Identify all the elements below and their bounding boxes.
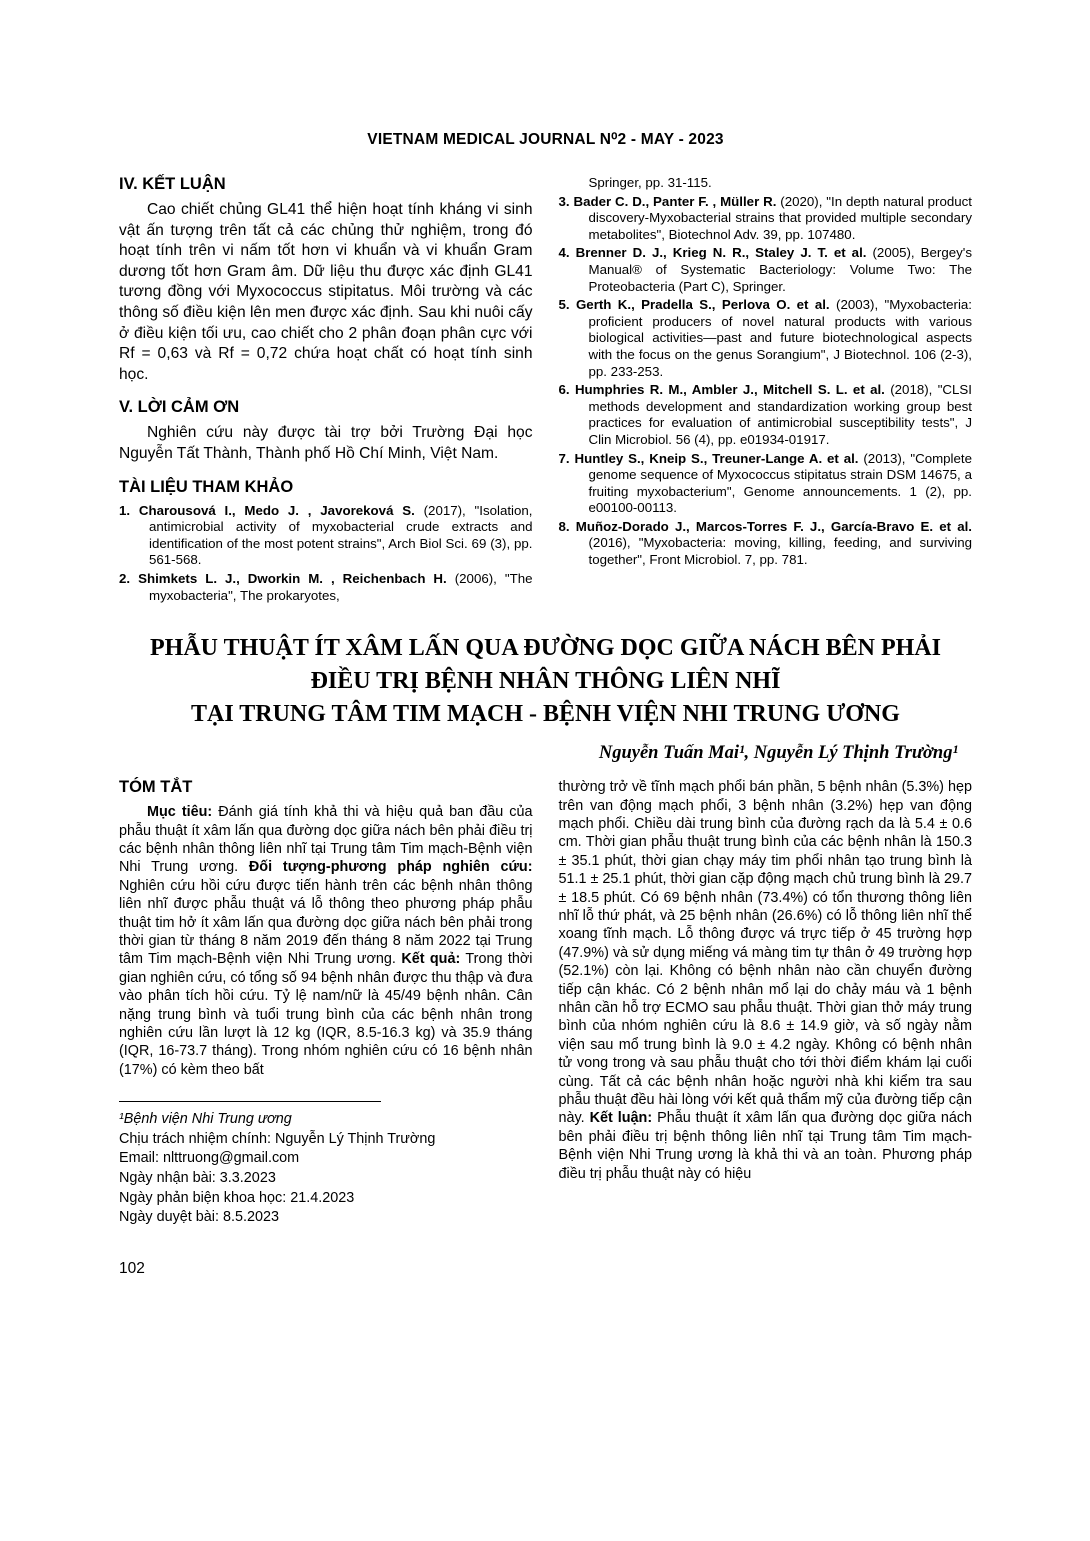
reference-authors: Shimkets L. J., Dworkin M. , Reichenbach H. <box>138 570 447 586</box>
reference-number: 7. <box>558 450 570 466</box>
reference-number: 6. <box>558 382 570 398</box>
methods-label: Đối tượng-phương pháp nghiên cứu: <box>248 859 533 876</box>
conclusion-text: Phẫu thuật ít xâm lấn qua đường dọc giữa nách bên phải điều trị bệnh thông liên nhĩ tại Trung tâm Tim mạch-Bệnh viện Nhi Trung ương là khả thi và an toàn. Phương pháp điều trị phẫu thuật này có hiệu <box>558 1110 973 1182</box>
reference-text: (2005), Bergey's Manual® of Systematic Bacteriology: Volume Two: The Proteobacteria (Part C), Springer. <box>588 245 972 294</box>
article2-title-line3: TẠI TRUNG TÂM TIM MẠCH - BỆNH VIỆN NHI TRUNG ƯƠNG <box>191 701 900 728</box>
reference-item-6 <box>559 382 973 448</box>
reference-authors: Bader C. D., Panter F. , Müller R. <box>573 193 777 209</box>
references-heading: TÀI LIỆU THAM KHẢO <box>119 477 294 496</box>
reference-text: (2016), "Myxobacteria: moving, killing, feeding, and surviving together", Front Microbiol. 7, pp. 781. <box>588 535 972 568</box>
abstract-left-column <box>119 778 533 1228</box>
reference-item-4 <box>559 245 973 295</box>
reference-number: 4. <box>558 245 570 261</box>
reference-authors: Muñoz-Dorado J., Marcos-Torres F. J., García-Bravo E. et al. <box>575 518 972 534</box>
footnote-block <box>119 1110 533 1228</box>
reference-authors: Gerth K., Pradella S., Perlova O. et al. <box>575 297 830 313</box>
reference-authors: Humphries R. M., Ambler J., Mitchell S. L. et al. <box>574 382 885 398</box>
article1-end-section <box>119 175 972 606</box>
page-number: 102 <box>119 1259 145 1277</box>
abstract-left-paragraph <box>119 803 533 1079</box>
acknowledgment-heading: V. LỜI CẢM ƠN <box>119 398 240 417</box>
objective-label: Mục tiêu: <box>147 804 213 821</box>
footnote-accepted-date: Ngày duyệt bài: 8.5.2023 <box>119 1209 280 1226</box>
abstract-right-paragraph <box>559 778 973 1183</box>
abstract-heading: TÓM TẮT <box>119 778 193 797</box>
article2-title-line2: ĐIỀU TRỊ BỆNH NHÂN THÔNG LIÊN NHĨ <box>310 668 781 695</box>
footnote-received-date: Ngày nhận bài: 3.3.2023 <box>119 1169 276 1186</box>
article2-title-line1: PHẪU THUẬT ÍT XÂM LẤN QUA ĐƯỜNG DỌC GIỮA NÁCH BÊN PHẢI <box>150 635 941 662</box>
conclusion-label: Kết luận: <box>589 1110 653 1127</box>
reference-item-5 <box>559 297 973 380</box>
abstract-right-column <box>559 778 973 1228</box>
reference-authors: Huntley S., Kneip S., Treuner-Lange A. et al. <box>574 450 859 466</box>
reference-authors: Charousová I., Medo J. , Javoreková S. <box>138 502 415 518</box>
methods-text: Nghiên cứu hồi cứu được tiến hành trên các bệnh nhân thông liên nhĩ được phẫu thuật vá lỗ thông theo phương pháp phẫu thuật tim hở ít xâm lấn qua đường dọc giữa nách bên phải trong thời gian từ tháng 8 năm 2019 đến tháng 8 năm 2022 tại Trung tâm Tim mạch-Bệnh viện Nhi Trung ương. <box>119 877 533 968</box>
reference-number: 5. <box>558 297 570 313</box>
footnote-email: Email: nlttruong@gmail.com <box>119 1150 300 1167</box>
reference-text: (2006), "The myxobacteria", The prokaryotes, <box>149 570 533 603</box>
footnote-divider <box>119 1101 381 1102</box>
reference-text: (2003), "Myxobacteria: proficient producers of novel natural products with various biological activities—past and future biotechnological aspects with the focus on the genus Sorangium", J Biotechnol. 106 (2-3), pp. 233-253. <box>588 297 972 379</box>
reference-2-continuation: Springer, pp. 31-115. <box>588 175 712 190</box>
reference-number: 3. <box>558 193 570 209</box>
conclusion-heading: IV. KẾT LUẬN <box>119 175 226 193</box>
reference-item-3 <box>559 194 973 244</box>
article2-authors: Nguyễn Tuấn Mai¹, Nguyễn Lý Thịnh Trường¹ <box>598 743 958 764</box>
article2-title-block <box>119 632 972 764</box>
acknowledgment-paragraph: Nghiên cứu này được tài trợ bởi Trường Đại học Nguyễn Tất Thành, Thành phố Hồ Chí Minh, Việt Nam. <box>119 424 533 462</box>
results-text: Trong thời gian nghiên cứu, có tổng số 94 bệnh nhân được thu thập và đưa vào phân tích hồi cứu. Tỷ lệ nam/nữ là 45/49 bệnh nhân. Cân nặng trung bình và tuổi trung bình của các bệnh nhân trong nghiên cứu lần lượt là 12 kg (IQR, 8.5-16.3 kg) và 35.9 tháng (IQR, 16-73.7 tháng). Trong nhóm nghiên cứu có 16 bệnh nhân (17%) có kèm theo bất <box>119 951 533 1078</box>
journal-header: VIETNAM MEDICAL JOURNAL N⁰2 - MAY - 2023 <box>367 131 724 148</box>
article1-left-column <box>119 175 533 606</box>
results-continued-text: thường trở về tĩnh mạch phổi bán phần, 5 bệnh nhân (5.3%) hẹp trên van động mạch phổi, 3 bệnh nhân (3.2%) hẹp van động mạch phổi. Chiều dài trung bình của đường rạch da là 5.4 ± 0.6 cm. Thời gian phẫu thuật trung bình của các bệnh nhân là 150.3 ± 35.1 phút, thời gian chạy máy tim phổi nhân tạo trung bình là 51.1 ± 25.1 phút, thời gian cặp động mạch chủ trung bình là 29.7 ± 18.5 phút. Có 69 bệnh nhân (73.4%) có tổn thương thông liên nhĩ lỗ thứ phát, và 25 bệnh nhân (26.6%) có lỗ thông liên nhĩ thể xoang tĩnh mạch. Lỗ thông được vá trực tiếp ở 45 trường hợp (47.9%) và sử dụng miếng vá màng tim tự thân ở 49 trường hợp (52.1%) còn lại. Không có bệnh nhân nào cần chuyển đường tiếp cận khác. Có 2 bệnh nhân mổ lại do chảy máu và 1 bệnh nhân cần hỗ trợ ECMO sau phẫu thuật. Thời gian thở máy trung bình của nhóm nghiên cứu là 8.6 ± 14.9 giờ, và số ngày nằm viện sau mổ trung bình là 9.0 ± 4.2 ngày. Không có bệnh nhân tử vong trong và sau phẫu thuật cho tới thời điểm khám lại cuối cùng. Tất cả các bệnh nhân hoặc người nhà khi kiểm tra sau phẫu thuật đều hài lòng với kết quả thẩm mỹ của đường tiếp cận này. <box>558 779 972 1127</box>
reference-item-2 <box>119 571 533 604</box>
footnote-reviewed-date: Ngày phản biện khoa học: 21.4.2023 <box>119 1189 355 1206</box>
conclusion-paragraph: Cao chiết chủng GL41 thể hiện hoạt tính kháng vi sinh vật ấn tượng trên tất cả các chủng thử nghiệm, trong đó hoạt tính trên vi nấm tốt hơn vi khuẩn và vi khuẩn Gram dương tốt hơn Gram âm. Dữ liệu thu được xác định GL41 tương đồng với Myxococcus stipitatus. Môi trường và các thông số điều kiện lên men được xác định. Sau khi nuôi cấy ở điều kiện tối ưu, cao chiết cho 2 phân đoạn phân cực với Rf = 0,63 và Rf = 0,72 chứa hoạt chất có hoạt tính sinh học. <box>119 201 533 383</box>
reference-text: (2013), "Complete genome sequence of Myxococcus stipitatus strain DSM 14675, a fruiting myxobacterium", Genome announcements. 1 (2), pp. e00100-00113. <box>588 450 972 516</box>
reference-authors: Brenner D. J., Krieg N. R., Staley J. T. et al. <box>575 245 867 261</box>
reference-text: (2020), "In depth natural product discovery-Myxobacterial strains that provided multiple secondary metabolites", Biotechnol Adv. 39, pp. 107480. <box>588 193 972 242</box>
reference-text: (2017), "Isolation, antimicrobial activity of myxobacterial crude extracts and identification of the most potent strains", Arch Biol Sci. 69 (3), pp. 561-568. <box>149 502 533 568</box>
article1-right-column <box>559 175 973 606</box>
reference-number: 2. <box>119 570 131 586</box>
article2-title <box>119 632 972 731</box>
footnote-affiliation: ¹Bệnh viện Nhi Trung ương <box>119 1111 292 1128</box>
objective-text: Đánh giá tính khả thi và hiệu quả ban đầu của phẫu thuật ít xâm lấn qua đường dọc giữa nách bên phải điều trị các bệnh nhân thông liên nhĩ tại Trung tâm Tim mạch-Bệnh viện Nhi Trung ương. <box>119 804 533 876</box>
results-label: Kết quả: <box>401 951 461 968</box>
footnote-corresponding-author: Chịu trách nhiệm chính: Nguyễn Lý Thịnh Trường <box>119 1130 436 1147</box>
reference-item-1 <box>119 503 533 569</box>
reference-item-8 <box>559 519 973 569</box>
reference-text: (2018), "CLSI methods development and standardization working group best practices for evaluation of antimicrobial susceptibility tests", J Clin Microbiol. 56 (4), pp. e01934-01917. <box>588 382 972 447</box>
reference-item-7 <box>559 451 973 517</box>
article2-abstract-section <box>119 778 972 1228</box>
reference-number: 8. <box>558 518 570 534</box>
reference-number: 1. <box>119 502 131 518</box>
